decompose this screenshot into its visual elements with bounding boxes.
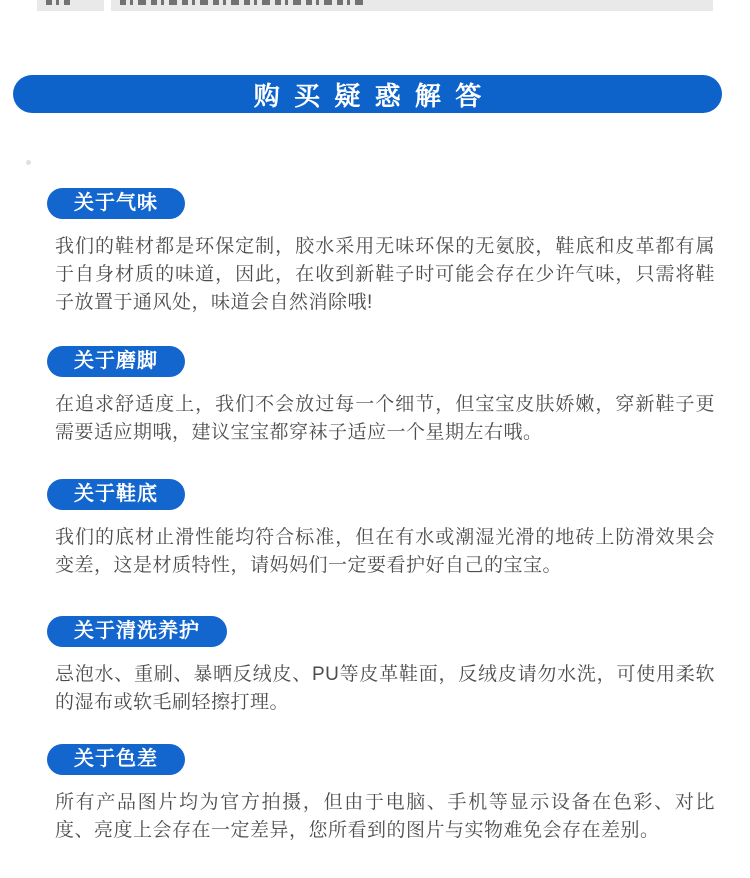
section-label-sole: 关于鞋底 — [47, 479, 185, 510]
clipped-spec-table-row — [37, 0, 713, 11]
faq-banner — [13, 75, 722, 113]
section-body-cleaning: 忌泡水、重刷、暴晒反绒皮、PU等皮革鞋面，反绒皮请勿水洗，可使用柔软的湿布或软毛刷轻擦打理。 — [55, 664, 715, 713]
stray-dot — [26, 160, 31, 165]
spec-label-cell-clipped — [37, 0, 104, 11]
section-body-chafing: 在追求舒适度上，我们不会放过每一个细节，但宝宝皮肤娇嫩，穿新鞋子更需要适应期哦，建议宝宝都穿袜子适应一个星期左右哦。 — [55, 394, 715, 443]
spec-value-cell-clipped — [111, 0, 713, 11]
section-body-odor: 我们的鞋材都是环保定制，胶水采用无味环保的无氨胶，鞋底和皮革都有属于自身材质的味道，因此，在收到新鞋子时可能会存在少许气味，只需将鞋子放置于通风处，味道会自然消除哦! — [55, 236, 715, 313]
faq-section-sole — [0, 479, 750, 580]
faq-section-odor — [0, 188, 750, 317]
section-body-sole: 我们的底材止滑性能均符合标准，但在有水或潮湿光滑的地砖上防滑效果会变差，这是材质特性，请妈妈们一定要看护好自己的宝宝。 — [55, 527, 715, 576]
faq-section-cleaning — [0, 616, 750, 717]
section-label-cleaning: 关于清洗养护 — [47, 616, 227, 647]
section-label-chafing: 关于磨脚 — [47, 346, 185, 377]
faq-section-color-difference — [0, 744, 750, 845]
section-label-color-difference: 关于色差 — [47, 744, 185, 775]
section-label-odor: 关于气味 — [47, 188, 185, 219]
faq-banner-title: 购买疑惑解答 — [253, 80, 496, 111]
section-body-color-difference: 所有产品图片均为官方拍摄，但由于电脑、手机等显示设备在色彩、对比度、亮度上会存在一定差异，您所看到的图片与实物难免会存在差别。 — [55, 792, 715, 841]
faq-sections — [0, 188, 750, 845]
faq-section-chafing — [0, 346, 750, 447]
clipped-text-fragment — [46, 0, 70, 5]
clipped-text-fragment — [120, 0, 366, 5]
